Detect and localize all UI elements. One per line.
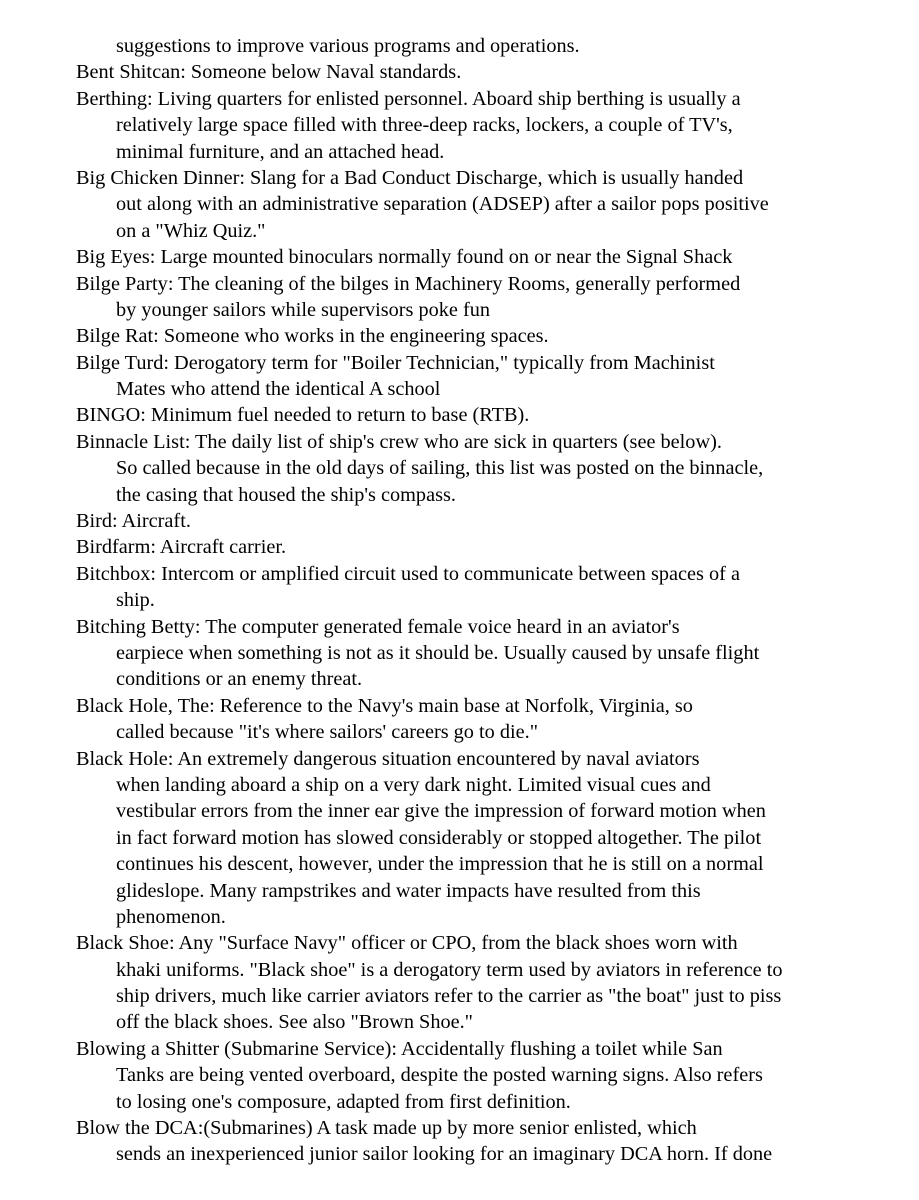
entry-first-line: Bilge Party: The cleaning of the bilges in Machinery Rooms, generally performed: [76, 272, 741, 295]
entry-continuation-line: when landing aboard a ship on a very dark night. Limited visual cues and: [116, 773, 711, 796]
glossary-entry: [0, 165, 919, 244]
entry-first-line: Bilge Turd: Derogatory term for "Boiler Technician," typically from Machinist: [76, 351, 715, 374]
entry-continuation-line: called because "it's where sailors' careers go to die.": [116, 721, 538, 744]
glossary-entry: [0, 402, 919, 428]
entry-first-line: Black Hole: An extremely dangerous situation encountered by naval aviators: [76, 747, 700, 770]
glossary-entry: [0, 746, 919, 931]
entry-first-line: Berthing: Living quarters for enlisted personnel. Aboard ship berthing is usually a: [76, 87, 741, 110]
entry-first-line: Black Hole, The: Reference to the Navy's main base at Norfolk, Virginia, so: [76, 694, 693, 717]
glossary-entry: [0, 244, 919, 270]
glossary-entry: [0, 33, 919, 59]
entry-first-line: Black Shoe: Any "Surface Navy" officer or CPO, from the black shoes worn with: [76, 932, 738, 955]
glossary-entry: [0, 1115, 919, 1168]
entry-first-line: Big Eyes: Large mounted binoculars normally found on or near the Signal Shack: [76, 246, 733, 269]
entry-continuation-line: ship drivers, much like carrier aviators refer to the carrier as "the boat" just to piss: [116, 985, 782, 1008]
entry-continuation-line: by younger sailors while supervisors poke fun: [116, 298, 491, 321]
glossary-entry: [0, 693, 919, 746]
entry-continuation-line: continues his descent, however, under the impression that he is still on a normal: [116, 853, 764, 876]
glossary-entry: [0, 534, 919, 560]
glossary-entry: [0, 350, 919, 403]
entry-first-line: Big Chicken Dinner: Slang for a Bad Conduct Discharge, which is usually handed: [76, 166, 744, 189]
entry-first-line: BINGO: Minimum fuel needed to return to base (RTB).: [76, 404, 530, 427]
entry-continuation-line: in fact forward motion has slowed considerably or stopped altogether. The pilot: [116, 826, 762, 849]
entry-first-line: Birdfarm: Aircraft carrier.: [76, 536, 287, 559]
entry-continuation-line: suggestions to improve various programs and operations.: [116, 35, 580, 57]
entry-continuation-line: on a "Whiz Quiz.": [116, 219, 266, 242]
entry-continuation-line: khaki uniforms. "Black shoe" is a derogatory term used by aviators in reference to: [116, 958, 783, 981]
entry-first-line: Bitchbox: Intercom or amplified circuit used to communicate between spaces of a: [76, 562, 740, 585]
entry-continuation-line: sends an inexperienced junior sailor looking for an imaginary DCA horn. If done: [116, 1143, 773, 1166]
entry-continuation-line: relatively large space filled with three-deep racks, lockers, a couple of TV's,: [116, 114, 733, 137]
entry-continuation-line: minimal furniture, and an attached head.: [116, 140, 445, 163]
entry-continuation-line: phenomenon.: [116, 905, 226, 928]
entry-first-line: Bent Shitcan: Someone below Naval standards.: [76, 61, 462, 84]
glossary-entry: [0, 508, 919, 534]
entry-continuation-line: to losing one's composure, adapted from first definition.: [116, 1090, 571, 1113]
glossary-entry: [0, 59, 919, 85]
glossary-entry: [0, 429, 919, 508]
glossary-entry: [0, 271, 919, 324]
entry-first-line: Bird: Aircraft.: [76, 510, 191, 533]
glossary-entry: [0, 323, 919, 349]
entry-first-line: Bitching Betty: The computer generated female voice heard in an aviator's: [76, 615, 680, 638]
entry-continuation-line: glideslope. Many rampstrikes and water impacts have resulted from this: [116, 879, 701, 902]
entry-continuation-line: out along with an administrative separation (ADSEP) after a sailor pops positive: [116, 193, 769, 216]
entry-continuation-line: Mates who attend the identical A school: [116, 378, 441, 401]
glossary-entry: [0, 1036, 919, 1115]
entry-continuation-line: earpiece when something is not as it should be. Usually caused by unsafe flight: [116, 641, 760, 664]
entry-continuation-line: off the black shoes. See also "Brown Shoe.": [116, 1011, 473, 1034]
entry-first-line: Blowing a Shitter (Submarine Service): Accidentally flushing a toilet while San: [76, 1037, 723, 1060]
glossary-entry: [0, 930, 919, 1036]
entry-first-line: Bilge Rat: Someone who works in the engineering spaces.: [76, 325, 549, 348]
entry-first-line: Blow the DCA:(Submarines) A task made up by more senior enlisted, which: [76, 1117, 697, 1140]
glossary-entry: [0, 86, 919, 165]
entry-continuation-line: So called because in the old days of sailing, this list was posted on the binnacle,: [116, 457, 764, 480]
entry-continuation-line: Tanks are being vented overboard, despite the posted warning signs. Also refers: [116, 1064, 763, 1087]
entry-continuation-line: vestibular errors from the inner ear give the impression of forward motion when: [116, 800, 766, 823]
entry-continuation-line: conditions or an enemy threat.: [116, 668, 363, 691]
entry-first-line: Binnacle List: The daily list of ship's crew who are sick in quarters (see below).: [76, 430, 722, 453]
glossary-entry: [0, 614, 919, 693]
glossary-entry: [0, 561, 919, 614]
entry-continuation-line: ship.: [116, 589, 155, 612]
entry-continuation-line: the casing that housed the ship's compass.: [116, 483, 456, 506]
